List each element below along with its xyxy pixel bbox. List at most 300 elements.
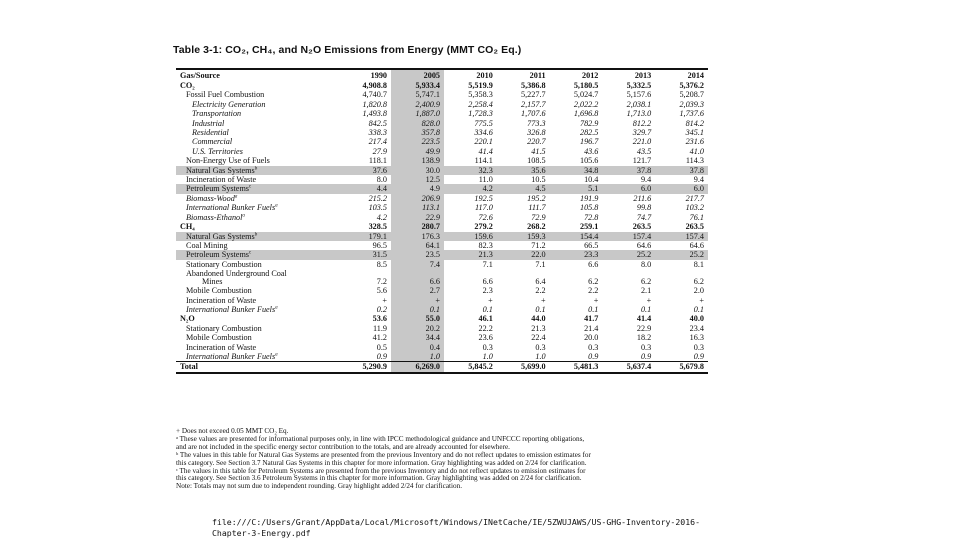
table-row <box>176 241 708 250</box>
value-2014: 0.9 <box>693 351 704 361</box>
table-row <box>176 250 708 259</box>
row-label-text: Biomass-Ethanol <box>186 212 243 222</box>
table-row <box>176 324 708 333</box>
value-2011: 4.5 <box>497 184 550 193</box>
value-2010: 72.6 <box>478 212 493 222</box>
row-label-text: Mobile Combustion <box>186 286 252 296</box>
value-2010: 23.6 <box>478 333 493 343</box>
row-label <box>176 269 338 286</box>
file-path-line-1: file:///C:/Users/Grant/AppData/Local/Microsoft/Windows/INetCache/IE/5ZWUJAWS/US-GHG-Inventory-2016- <box>212 517 700 527</box>
value-2014: 0.3 <box>693 342 704 352</box>
footnote-line: + Does not exceed 0.05 MMT CO₂ Eq. <box>176 427 289 435</box>
value-2011: 41.5 <box>531 146 546 156</box>
value-2013: 812.2 <box>632 118 652 128</box>
value-2011: 35.6 <box>497 166 550 175</box>
value-2011: 195.2 <box>527 193 546 203</box>
row-label <box>176 314 338 323</box>
value-2010: 220.1 <box>474 137 493 147</box>
row-label <box>176 232 338 241</box>
value-2013: 41.4 <box>636 314 652 324</box>
row-label <box>176 213 338 222</box>
value-2012: 5,180.5 <box>573 81 599 90</box>
value-1990: 0.2 <box>376 304 387 314</box>
table-row <box>176 286 708 295</box>
value-2010: 279.2 <box>474 222 493 232</box>
value-2014: 0.1 <box>693 304 704 314</box>
value-2010: 5,845.2 <box>444 362 497 372</box>
value-2014: 16.3 <box>689 333 704 343</box>
value-2012: 72.8 <box>584 212 599 222</box>
footnote-marker: a <box>275 305 278 311</box>
value-2012: 1,696.8 <box>573 109 599 119</box>
value-2005: 828.0 <box>391 119 444 128</box>
value-2005: 22.9 <box>391 213 444 222</box>
footnote-marker: c <box>249 184 252 190</box>
row-label-text: U.S. Territories <box>192 146 243 156</box>
value-1990: 338.3 <box>368 128 387 138</box>
value-2013: 0.9 <box>640 351 652 361</box>
value-2005: + <box>391 296 444 305</box>
value-1990: 41.2 <box>372 333 387 343</box>
row-label <box>176 175 338 184</box>
row-label-text: Total <box>180 362 198 372</box>
table-row <box>176 333 708 342</box>
row-label-text: Incineration of Waste <box>186 342 257 352</box>
table-row <box>176 109 708 118</box>
row-label <box>176 100 338 109</box>
row-label-text: N₂O <box>180 314 195 324</box>
value-1990: 7.2 <box>376 277 387 287</box>
row-label-text: Incineration of Waste <box>186 295 257 305</box>
header-2005: 2005 <box>391 70 444 81</box>
value-1990: 842.5 <box>368 118 387 128</box>
value-1990: 328.5 <box>368 222 387 232</box>
value-2012: 6.2 <box>588 277 599 287</box>
row-label <box>176 184 338 193</box>
value-2005: 138.9 <box>391 156 444 165</box>
value-2013: 0.3 <box>640 342 652 352</box>
value-2013: 25.2 <box>602 250 655 259</box>
value-2005: 0.4 <box>391 343 444 352</box>
footnote-line: ᶜ The values in this table for Petroleum Systems are presented from the previous Inventory and do not reflect updates to emission estimates for <box>176 466 586 475</box>
value-1990: 8.5 <box>376 259 387 269</box>
value-2014: 40.0 <box>689 314 704 324</box>
row-label-text: Mobile Combustion <box>186 333 252 343</box>
table-row <box>176 232 708 241</box>
footnote-marker: b <box>254 165 258 171</box>
value-2011: 773.3 <box>527 118 546 128</box>
value-2014: 8.1 <box>693 259 704 269</box>
row-label-text: CO₂ <box>180 81 195 90</box>
value-2014: + <box>699 295 704 305</box>
value-2010: 2,258.4 <box>468 99 493 109</box>
value-1990: 96.5 <box>372 240 387 250</box>
value-2012: 0.1 <box>588 304 599 314</box>
value-2010: 0.1 <box>482 304 493 314</box>
value-2011: 21.3 <box>531 323 546 333</box>
row-label-text: Commercial <box>192 137 233 147</box>
value-2005: 357.8 <box>391 128 444 137</box>
value-2012: 41.7 <box>584 314 599 324</box>
value-2014: 9.4 <box>693 175 704 185</box>
value-2005: 7.4 <box>391 260 444 269</box>
value-2011: 6.4 <box>535 277 546 287</box>
value-2012: 43.6 <box>584 146 599 156</box>
value-2011: 5,699.0 <box>497 362 550 372</box>
value-2010: 46.1 <box>478 314 493 324</box>
value-1990: 37.6 <box>338 166 391 175</box>
value-2011: 72.9 <box>531 212 546 222</box>
row-label <box>176 203 338 212</box>
row-label-text: Industrial <box>192 118 225 128</box>
value-2012: 6.6 <box>588 259 599 269</box>
value-2005: 280.7 <box>391 222 444 231</box>
table-row <box>176 260 708 269</box>
value-2013: 37.8 <box>602 166 655 175</box>
row-label <box>176 128 338 137</box>
row-label-text: Residential <box>192 128 229 138</box>
footnote-marker: b <box>254 231 258 237</box>
value-2012: 196.7 <box>579 137 599 147</box>
value-2013: 6.2 <box>640 277 652 287</box>
value-2014: 263.5 <box>685 222 704 232</box>
row-label <box>176 137 338 146</box>
value-2013: 1,713.0 <box>626 109 652 119</box>
value-2010: 1,728.3 <box>468 109 493 119</box>
table-row <box>176 343 708 352</box>
value-2005: 223.5 <box>391 137 444 146</box>
row-label-text: Petroleum Systems <box>186 250 249 260</box>
value-2011: 7.1 <box>535 259 546 269</box>
value-2014: 231.6 <box>685 137 704 147</box>
table-row <box>176 314 708 323</box>
row-label <box>176 305 338 314</box>
footnote-marker: a <box>275 203 278 209</box>
value-2005: 20.2 <box>391 324 444 333</box>
value-1990: 4,740.7 <box>362 90 387 100</box>
value-2013: 329.7 <box>632 128 652 138</box>
value-2011: 10.5 <box>531 175 546 185</box>
value-2014: 64.6 <box>689 240 704 250</box>
table-row <box>176 296 708 305</box>
value-2005: 1,887.0 <box>391 109 444 118</box>
value-2014: 114.3 <box>685 156 704 166</box>
row-label-line: Mines <box>202 277 223 287</box>
value-2010: 6.6 <box>482 277 493 287</box>
value-2005: 30.0 <box>391 166 444 175</box>
row-label-line: Abandoned Underground Coal <box>186 269 287 279</box>
row-label-text: Non-Energy Use of Fuels <box>186 156 270 166</box>
footnote-line: ᵃ These values are presented for informational purposes only, in line with IPCC methodological guidance and UNFCCC reporting obligations, <box>176 434 585 443</box>
value-2005: 6,269.0 <box>391 362 444 372</box>
value-2013: 157.4 <box>602 232 655 241</box>
table-row <box>176 305 708 314</box>
row-label-text: Transportation <box>192 109 242 119</box>
value-2010: 334.6 <box>474 128 493 138</box>
row-label-text: International Bunker Fuels <box>186 203 276 213</box>
value-2010: 21.3 <box>444 250 497 259</box>
value-2014: 103.2 <box>685 203 704 213</box>
value-2012: + <box>593 295 599 305</box>
value-1990: 103.5 <box>368 203 387 213</box>
value-2005: 113.1 <box>391 203 444 212</box>
value-2013: 0.1 <box>640 304 652 314</box>
value-2011: + <box>540 295 546 305</box>
value-1990: + <box>382 295 387 305</box>
row-label <box>176 362 338 372</box>
value-2005: 49.9 <box>391 147 444 156</box>
row-label <box>176 119 338 128</box>
row-label <box>176 324 338 333</box>
value-2014: 814.2 <box>685 118 704 128</box>
row-label-text: Natural Gas Systems <box>186 165 255 175</box>
footnote-marker: a <box>242 212 245 218</box>
value-2005: 55.0 <box>391 314 444 323</box>
value-2012: 0.9 <box>588 351 599 361</box>
value-1990: 215.2 <box>368 193 387 203</box>
row-label <box>176 352 338 362</box>
value-2014: 5,679.8 <box>655 362 708 372</box>
value-2014: 25.2 <box>655 250 708 259</box>
value-2011: 268.2 <box>527 222 546 232</box>
value-2013: 43.5 <box>636 146 652 156</box>
value-2010: 159.6 <box>444 232 497 241</box>
value-2011: 44.0 <box>531 314 546 324</box>
value-2012: 5,024.7 <box>573 90 599 100</box>
row-label <box>176 109 338 118</box>
value-2012: 105.8 <box>579 203 599 213</box>
value-1990: 1,493.8 <box>362 109 387 119</box>
value-2013: 9.4 <box>640 175 652 185</box>
row-label-text: Petroleum Systems <box>186 184 249 194</box>
table-row <box>176 213 708 222</box>
row-label <box>176 222 338 231</box>
value-2005: 5,747.1 <box>391 90 444 99</box>
value-2010: 117.0 <box>474 203 493 213</box>
row-label <box>176 296 338 305</box>
value-2005: 34.4 <box>391 333 444 342</box>
value-2012: 23.3 <box>550 250 603 259</box>
value-2013: 121.7 <box>632 156 652 166</box>
value-2014: 5,208.7 <box>679 90 704 100</box>
value-2012: 2,022.2 <box>573 99 599 109</box>
header-2013: 2013 <box>634 70 652 80</box>
table-row <box>176 184 708 193</box>
table-row <box>176 166 708 175</box>
row-label-text: Stationary Combustion <box>186 259 262 269</box>
value-2010: 41.4 <box>478 146 493 156</box>
file-path-line-2: Chapter-3-Energy.pdf <box>212 528 311 538</box>
value-2012: 20.0 <box>584 333 599 343</box>
value-2010: 7.1 <box>482 259 493 269</box>
table-row <box>176 222 708 231</box>
value-2005: 206.9 <box>391 194 444 203</box>
footnote-marker: a <box>234 194 238 200</box>
value-1990: 5,290.9 <box>338 362 391 372</box>
value-2014: 37.8 <box>655 166 708 175</box>
row-label-text: Stationary Combustion <box>186 323 262 333</box>
value-2012: 34.8 <box>550 166 603 175</box>
value-2013: 5,332.5 <box>626 81 652 90</box>
value-2005: 176.3 <box>391 232 444 241</box>
row-label <box>176 286 338 295</box>
emissions-table <box>176 68 708 374</box>
value-2005: 2,400.9 <box>391 100 444 109</box>
table-row <box>176 100 708 109</box>
value-2013: 5,637.4 <box>602 362 655 372</box>
table-row <box>176 269 708 286</box>
row-label-text: Electricity Generation <box>192 99 266 109</box>
value-2005: 64.1 <box>391 241 444 250</box>
table-row <box>176 119 708 128</box>
value-2011: 159.3 <box>497 232 550 241</box>
file-path-caption <box>212 517 700 539</box>
value-2014: 217.7 <box>685 193 704 203</box>
value-2010: 32.3 <box>444 166 497 175</box>
value-2013: 221.0 <box>632 137 652 147</box>
table-body <box>176 81 708 372</box>
footnote-marker: c <box>249 250 252 256</box>
table-row <box>176 352 708 362</box>
row-label <box>176 343 338 352</box>
value-2014: 345.1 <box>685 128 704 138</box>
value-2012: 0.3 <box>588 342 599 352</box>
value-2005: 12.5 <box>391 175 444 184</box>
value-2014: 157.4 <box>655 232 708 241</box>
value-2013: 5,157.6 <box>626 90 652 100</box>
row-label-text: International Bunker Fuels <box>186 304 276 314</box>
value-1990: 5.6 <box>376 286 387 296</box>
value-2010: 192.5 <box>474 193 493 203</box>
row-label-text: Natural Gas Systems <box>186 231 255 241</box>
table-row <box>176 194 708 203</box>
table-header-row <box>176 70 708 81</box>
row-label-text: Coal Mining <box>186 240 228 250</box>
value-2010: 775.5 <box>474 118 493 128</box>
row-label <box>176 260 338 269</box>
value-2013: + <box>646 295 652 305</box>
value-2013: 2.1 <box>640 286 652 296</box>
value-1990: 31.5 <box>338 250 391 259</box>
value-2011: 71.2 <box>531 240 546 250</box>
value-2013: 74.7 <box>636 212 652 222</box>
value-2012: 259.1 <box>579 222 599 232</box>
value-2010: 2.3 <box>482 286 493 296</box>
header-1990: 1990 <box>370 70 387 80</box>
value-2011: 111.7 <box>528 203 546 213</box>
value-1990: 0.5 <box>376 342 387 352</box>
row-label <box>176 81 338 90</box>
value-1990: 4.2 <box>376 212 387 222</box>
table-row <box>176 203 708 212</box>
value-2011: 22.4 <box>531 333 546 343</box>
table-row <box>176 128 708 137</box>
value-2011: 1,707.6 <box>521 109 546 119</box>
header-2014: 2014 <box>687 70 704 80</box>
row-label <box>176 90 338 99</box>
value-2012: 21.4 <box>584 323 599 333</box>
value-1990: 118.1 <box>368 156 387 166</box>
value-2013: 22.9 <box>636 323 652 333</box>
table-row <box>176 81 708 90</box>
value-1990: 4.4 <box>338 184 391 193</box>
value-1990: 217.4 <box>368 137 387 147</box>
footnote-marker: a <box>275 352 278 358</box>
value-2012: 282.5 <box>579 128 599 138</box>
value-1990: 8.0 <box>376 175 387 185</box>
value-2011: 22.0 <box>497 250 550 259</box>
table-row <box>176 90 708 99</box>
header-2010: 2010 <box>476 70 493 80</box>
row-label-text: Incineration of Waste <box>186 175 257 185</box>
value-2014: 2.0 <box>693 286 704 296</box>
table-total-row <box>176 362 708 372</box>
table-row <box>176 147 708 156</box>
value-2010: 5,519.9 <box>468 81 493 90</box>
value-2012: 5.1 <box>550 184 603 193</box>
value-2010: 1.0 <box>482 351 493 361</box>
value-2013: 6.0 <box>602 184 655 193</box>
value-2013: 263.5 <box>632 222 652 232</box>
value-2012: 5,481.3 <box>550 362 603 372</box>
value-2005: 4.9 <box>391 184 444 193</box>
row-label <box>176 147 338 156</box>
value-2013: 99.8 <box>636 203 652 213</box>
value-2011: 0.3 <box>535 342 546 352</box>
value-2011: 220.7 <box>527 137 546 147</box>
value-2005: 0.1 <box>391 305 444 314</box>
footnote-line: and are not included in the specific energy sector contribution to the totals, and are already accounted for elsewhere. <box>176 442 510 451</box>
value-2012: 782.9 <box>579 118 599 128</box>
value-2014: 6.0 <box>655 184 708 193</box>
value-2005: 6.6 <box>391 269 444 286</box>
row-label-text: Fossil Fuel Combustion <box>186 90 265 100</box>
row-label <box>176 166 338 175</box>
value-2012: 2.2 <box>588 286 599 296</box>
value-2005: 5,933.4 <box>391 81 444 90</box>
value-2014: 6.2 <box>693 277 704 287</box>
value-2013: 2,038.1 <box>626 99 652 109</box>
header-2012: 2012 <box>582 70 599 80</box>
value-2012: 191.9 <box>579 193 599 203</box>
header-gas-source: Gas/Source <box>180 70 220 80</box>
value-2014: 76.1 <box>689 212 704 222</box>
value-1990: 179.1 <box>338 232 391 241</box>
value-2013: 64.6 <box>636 240 652 250</box>
row-label <box>176 156 338 165</box>
value-2013: 211.6 <box>633 193 652 203</box>
table-row <box>176 156 708 165</box>
footnote-line: ᵇ The values in this table for Natural Gas Systems are presented from the previous Inventory and do not reflect updates to emission estimates for <box>176 450 591 459</box>
value-2010: 4.2 <box>444 184 497 193</box>
value-2011: 5,386.8 <box>521 81 546 90</box>
row-label-text: CH₄ <box>180 222 195 232</box>
table-row <box>176 175 708 184</box>
value-2005: 1.0 <box>391 352 444 362</box>
table-title: Table 3-1: CO₂, CH₄, and N₂O Emissions from Energy (MMT CO₂ Eq.) <box>173 44 522 56</box>
footnote-line: Note: Totals may not sum due to independent rounding. Gray highlight added 2/24 for clarification. <box>176 482 463 491</box>
value-2010: 5,358.3 <box>468 90 493 100</box>
footnote-line: this category. See Section 3.7 Natural Gas Systems in this chapter for more information. Gray highlighting was added on 2/24 for clarification. <box>176 458 587 467</box>
value-2010: 82.3 <box>478 240 493 250</box>
value-2010: 0.3 <box>482 342 493 352</box>
value-2011: 5,227.7 <box>521 90 546 100</box>
row-label <box>176 194 338 203</box>
value-2014: 5,376.2 <box>679 81 704 90</box>
value-2011: 326.8 <box>527 128 546 138</box>
row-label <box>176 333 338 342</box>
value-2011: 108.5 <box>527 156 546 166</box>
